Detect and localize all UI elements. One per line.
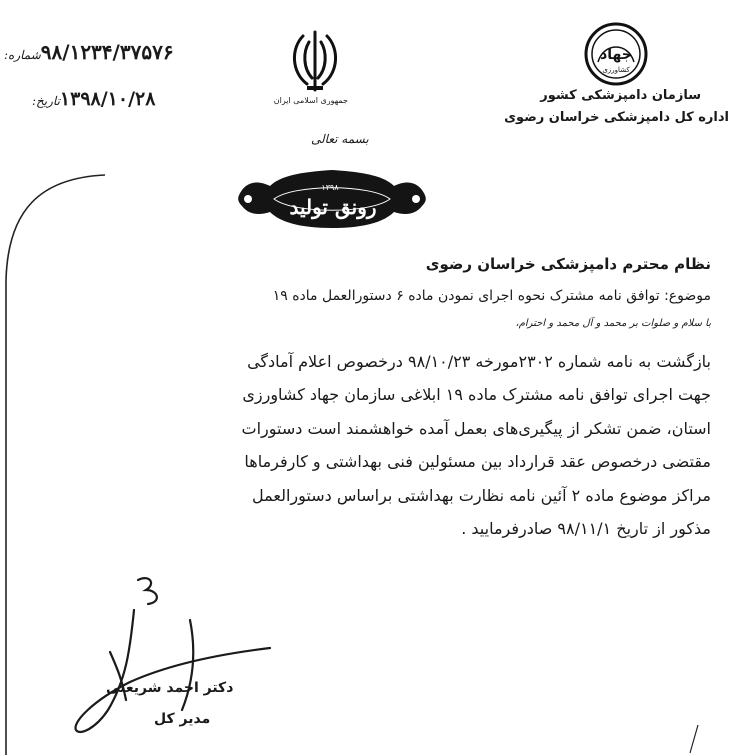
jihad-agriculture-logo bbox=[584, 22, 648, 86]
body-line: مذکور از تاریخ ۹۸/۱۱/۱ صادرفرمایید . bbox=[461, 519, 711, 538]
letter-subject: موضوع: توافق نامه مشترک نحوه اجرای نمودن ماده ۶ دستورالعمل ماده ۱۹ bbox=[272, 288, 711, 304]
besmeh-taala: بسمه تعالی bbox=[311, 132, 369, 146]
logo-title: جهاد bbox=[600, 47, 632, 63]
body-line: بازگشت به نامه شماره ۲۳۰۲مورخه ۹۸/۱۰/۲۳ درخصوص اعلام آمادگی bbox=[247, 352, 711, 371]
iran-emblem-icon bbox=[285, 28, 345, 96]
letter-date: ۱۳۹۸/۱۰/۲۸تاریخ: bbox=[32, 88, 156, 110]
letter-recipient: نظام محترم دامپزشکی خراسان رضوی bbox=[425, 255, 711, 273]
signer-title: مدیر کل bbox=[154, 711, 211, 727]
logo-subtitle: کشاورزی bbox=[602, 66, 630, 74]
body-line: مراکز موضوع ماده ۲ آئین نامه نظارت بهداشتی براساس دستورالعمل bbox=[251, 486, 711, 505]
organization-name: سازمان دامپزشکی کشور bbox=[540, 88, 701, 103]
signer-name: دکتر احمد شریعتی bbox=[106, 680, 234, 696]
margin-pen-mark bbox=[686, 715, 726, 755]
body-line: مقتضی درخصوص عقد قرارداد بین مسئولین فنی بهداشتی و کارفرماها bbox=[244, 452, 711, 471]
emblem-caption: جمهوری اسلامی ایران bbox=[273, 96, 348, 105]
letter-greeting: با سلام و صلوات بر محمد و آل محمد و احترام، bbox=[515, 318, 711, 329]
body-line: استان، ضمن تشکر از پیگیری‌های بعمل آمده خواهشمند است دستورات bbox=[241, 419, 711, 438]
department-name: اداره کل دامپزشکی خراسان رضوی bbox=[504, 110, 729, 125]
slogan-year: ۱۳۹۸ bbox=[321, 183, 339, 192]
slogan-text: رونق تولید bbox=[289, 195, 377, 219]
body-line: جهت اجرای توافق نامه مشترک ماده ۱۹ ابلاغی سازمان جهاد کشاورزی bbox=[242, 385, 711, 404]
letter-number: ۹۸/۱۲۳۴/۳۷۵۷۶شماره: bbox=[4, 40, 174, 64]
